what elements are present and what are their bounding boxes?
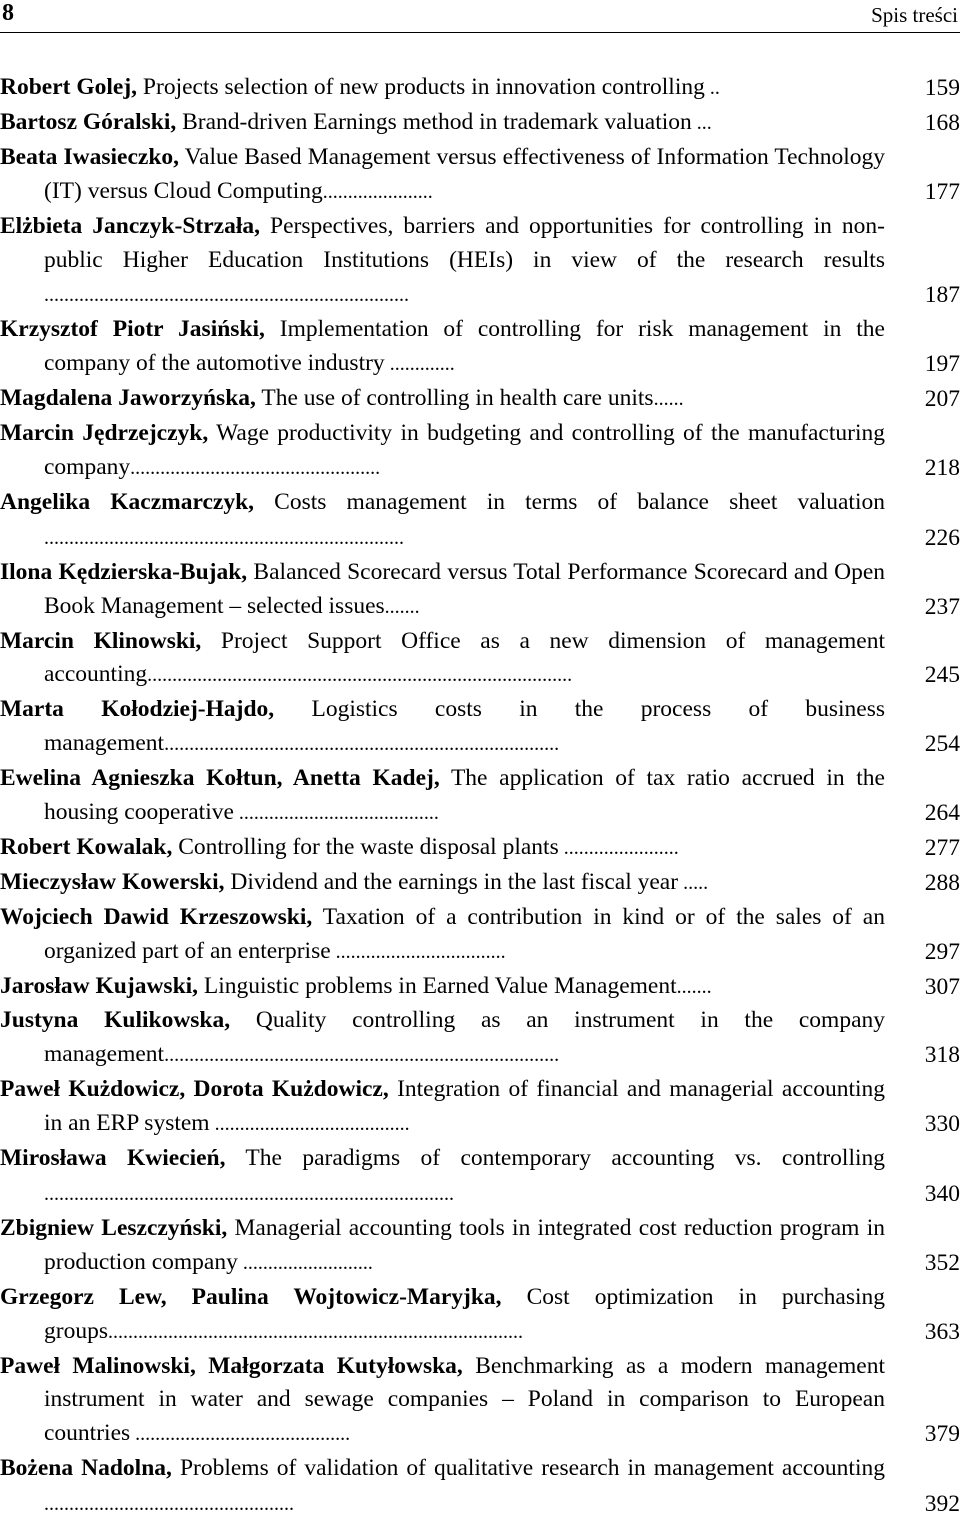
toc-leader: ............................................................................... xyxy=(164,1044,560,1067)
toc-leader: ............................................................................... xyxy=(164,733,560,756)
toc-author: Jarosław Kujawski, xyxy=(0,972,199,999)
toc-entry xyxy=(0,970,960,1005)
toc-author: Robert Golej, xyxy=(0,74,138,100)
toc-title: Implementation of controlling for risk management in the company of the automotive industry xyxy=(44,316,885,377)
toc-leader: ..................................................................................... xyxy=(147,664,573,687)
toc-entry xyxy=(0,762,960,831)
toc-entry xyxy=(0,1212,960,1281)
toc-page-number: 318 xyxy=(924,1042,960,1069)
toc-title: Balanced Scorecard versus Total Performance Scorecard and Open Book Management – selected issues xyxy=(44,558,886,619)
toc-author: Justyna Kulikowska, xyxy=(0,1007,231,1034)
toc-entry xyxy=(0,901,960,970)
toc-title: Quality controlling as an instrument in the company management xyxy=(44,1007,886,1068)
toc-entry xyxy=(0,106,960,141)
toc-author: Wojciech Dawid Krzeszowski, xyxy=(0,903,313,930)
toc-entry xyxy=(0,1004,960,1073)
toc-author: Paweł Kużdowicz, Dorota Kużdowicz, xyxy=(0,1076,389,1103)
toc-page-number: 392 xyxy=(924,1491,960,1518)
toc-entry-text xyxy=(0,141,885,210)
page-header xyxy=(0,0,960,34)
header-rule xyxy=(0,32,960,33)
toc-page-number: 207 xyxy=(924,386,960,413)
toc-page-number: 177 xyxy=(924,178,960,205)
toc-page-number: 264 xyxy=(924,800,960,827)
toc-leader: ............. xyxy=(384,353,455,376)
toc-leader: ................................................................................... xyxy=(107,1320,523,1343)
toc-author: Elżbieta Janczyk-Strzała, xyxy=(0,212,260,239)
toc-author: Mieczysław Kowerski, xyxy=(0,868,225,895)
toc-entry-text xyxy=(0,71,885,106)
toc-title: Cost optimization in purchasing groups xyxy=(44,1283,885,1344)
toc-title: Wage productivity in budgeting and controlling of the manufacturing company xyxy=(44,420,885,480)
toc-title: Project Support Office as a new dimension of management accounting xyxy=(44,627,885,688)
toc-title: Logistics costs in the process of business management xyxy=(44,696,885,757)
toc-title: The paradigms of contemporary accounting vs. controlling xyxy=(225,1145,886,1172)
toc-author: Ilona Kędzierska-Bujak, xyxy=(0,558,248,585)
toc-title: Problems of validation of qualitative research in management accounting xyxy=(171,1455,885,1482)
toc-entry xyxy=(0,556,960,625)
toc-entry xyxy=(0,313,960,382)
toc-entry-text xyxy=(0,1350,885,1453)
toc-author: Robert Kowalak, xyxy=(0,833,173,860)
toc-entry-text xyxy=(0,831,885,866)
toc-entry xyxy=(0,417,960,486)
table-of-contents xyxy=(0,71,960,1522)
toc-entry-text xyxy=(0,382,885,417)
toc-page-number: 187 xyxy=(924,282,960,309)
toc-entry xyxy=(0,866,960,901)
toc-leader: ....... xyxy=(384,595,420,618)
toc-entry-text xyxy=(0,106,885,141)
toc-page-number: 340 xyxy=(924,1181,960,1207)
toc-page-number: 254 xyxy=(924,731,960,758)
toc-author: Paweł Malinowski, Małgorzata Kutyłowska, xyxy=(0,1352,463,1379)
toc-leader: ... xyxy=(691,111,712,134)
toc-entry-text xyxy=(0,693,885,762)
toc-page-number: 159 xyxy=(924,75,960,101)
toc-page-number: 379 xyxy=(924,1421,960,1448)
toc-page-number: 307 xyxy=(924,973,960,1000)
toc-title: Value Based Management versus effectiveness of Information Technology (IT) versus Cloud Computing xyxy=(44,143,885,204)
toc-author: Grzegorz Lew, Paulina Wojtowicz-Maryjka, xyxy=(0,1283,502,1310)
toc-leader: .......................... xyxy=(237,1251,373,1274)
toc-entry xyxy=(0,831,960,866)
toc-leader: ........................................... xyxy=(130,1423,351,1446)
toc-page-number: 237 xyxy=(924,593,960,620)
toc-entry xyxy=(0,1142,960,1212)
toc-entry-text xyxy=(0,901,885,970)
toc-leader: ...................... xyxy=(322,180,433,203)
toc-leader: .................................................. xyxy=(44,1493,294,1516)
toc-entry xyxy=(0,210,960,314)
toc-entry-text xyxy=(0,313,885,382)
toc-entry xyxy=(0,486,960,556)
toc-entry-text xyxy=(0,1142,885,1212)
toc-leader: ........................................ xyxy=(233,802,439,825)
toc-author: Marta Kołodziej-Hajdo, xyxy=(0,696,275,723)
toc-entry-text xyxy=(0,866,885,901)
toc-author: Marcin Klinowski, xyxy=(0,627,202,654)
running-head: Spis treści xyxy=(871,3,958,27)
toc-entry xyxy=(0,1281,960,1350)
toc-entry-text xyxy=(0,210,885,314)
toc-leader: ....................................... xyxy=(209,1113,410,1136)
toc-author: Bartosz Góralski, xyxy=(0,108,177,135)
toc-leader: .................................. xyxy=(330,940,506,963)
toc-entry-text xyxy=(0,1281,885,1350)
toc-entry xyxy=(0,141,960,210)
toc-entry-text xyxy=(0,762,885,831)
toc-title: Managerial accounting tools in integrated cost reduction program in production company xyxy=(44,1214,885,1275)
toc-leader: ......................................................................... xyxy=(44,284,409,307)
toc-author: Bożena Nadolna, xyxy=(0,1455,172,1482)
toc-entry-text xyxy=(0,556,885,625)
toc-entry-text xyxy=(0,1212,885,1281)
toc-author: Ewelina Agnieszka Kołtun, Anetta Kadej, xyxy=(0,765,440,792)
toc-leader: ........................................................................ xyxy=(44,526,404,549)
toc-title: Dividend and the earnings in the last fiscal year xyxy=(224,868,679,895)
toc-entry-text xyxy=(0,417,885,486)
toc-entry-text xyxy=(0,486,885,556)
toc-author: Beata Iwasieczko, xyxy=(0,143,180,170)
toc-page-number: 277 xyxy=(924,834,960,861)
toc-title: Linguistic problems in Earned Value Management xyxy=(198,972,677,999)
toc-entry-text xyxy=(0,1073,885,1142)
toc-entry-text xyxy=(0,625,885,694)
toc-author: Angelika Kaczmarczyk, xyxy=(0,488,255,515)
toc-title: The application of tax ratio accrued in the housing cooperative xyxy=(44,765,885,826)
toc-entry xyxy=(0,625,960,694)
toc-page-number: 226 xyxy=(924,524,960,551)
toc-page-number: 168 xyxy=(924,109,960,136)
toc-entry xyxy=(0,1073,960,1142)
toc-page-number: 330 xyxy=(924,1111,960,1138)
toc-page-number: 218 xyxy=(924,454,960,481)
toc-entry xyxy=(0,382,960,417)
toc-entry-text xyxy=(0,1004,885,1073)
toc-entry xyxy=(0,1452,960,1522)
toc-author: Mirosława Kwiecień, xyxy=(0,1145,226,1172)
toc-author: Magdalena Jaworzyńska, xyxy=(0,385,256,412)
toc-title: Perspectives, barriers and opportunities for controlling in non-public Higher Education Institutions (HEIs) in view of the research results xyxy=(44,212,885,273)
toc-title: The use of controlling in health care units xyxy=(255,385,654,412)
toc-author: Zbigniew Leszczyński, xyxy=(0,1214,228,1241)
toc-title: Projects selection of new products in innovation controlling xyxy=(137,74,705,100)
toc-leader: ..... xyxy=(678,871,709,894)
toc-leader: ...... xyxy=(653,388,684,411)
toc-author: Krzysztof Piotr Jasiński, xyxy=(0,316,265,343)
toc-leader: .. xyxy=(704,77,720,99)
toc-entry-text xyxy=(0,970,885,1005)
toc-page-number: 297 xyxy=(924,938,960,965)
page-number: 8 xyxy=(2,0,14,26)
toc-entry xyxy=(0,1350,960,1453)
toc-leader: ....................... xyxy=(558,836,679,859)
toc-page-number: 288 xyxy=(924,869,960,896)
toc-title: Taxation of a contribution in kind or of the sales of an organized part of an enterprise xyxy=(44,903,885,964)
toc-title: Controlling for the waste disposal plants xyxy=(172,833,559,860)
toc-page-number: 352 xyxy=(924,1249,960,1276)
toc-leader: ....... xyxy=(676,975,712,998)
toc-entry xyxy=(0,71,960,106)
toc-title: Costs management in terms of balance sheet valuation xyxy=(254,488,885,515)
toc-title: Brand-driven Earnings method in trademark valuation xyxy=(176,108,692,135)
toc-leader: .................................................. xyxy=(130,456,381,479)
toc-page-number: 197 xyxy=(924,351,960,378)
toc-page-number: 363 xyxy=(924,1318,960,1345)
toc-page-number: 245 xyxy=(924,662,960,689)
toc-title: Benchmarking as a modern management instrument in water and sewage companies – Poland in comparison to European countries xyxy=(44,1352,885,1447)
toc-entry xyxy=(0,693,960,762)
toc-entry-text xyxy=(0,1452,885,1522)
toc-author: Marcin Jędrzejczyk, xyxy=(0,420,209,447)
toc-leader: .................................................................................. xyxy=(44,1183,454,1205)
toc-title: Integration of financial and managerial accounting in an ERP system xyxy=(44,1076,886,1137)
